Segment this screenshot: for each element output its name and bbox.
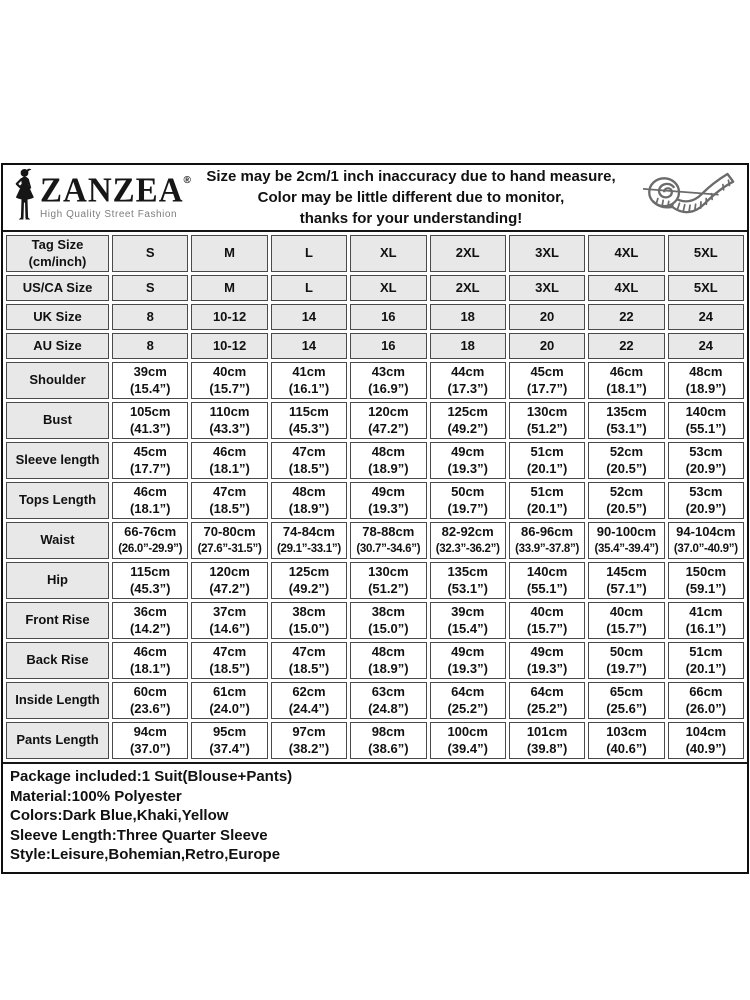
brand-text-block: [40, 172, 191, 220]
table-row: [6, 482, 744, 519]
size-chart-panel: [1, 163, 749, 874]
size-cell: 45cm (17.7”): [112, 442, 188, 479]
column-header-cell: 2XL: [430, 235, 506, 272]
size-cell: 115cm (45.3”): [271, 402, 347, 439]
size-cell: 46cm (18.1”): [588, 362, 664, 399]
size-cell: 24: [668, 333, 744, 359]
size-cell: 47cm (18.5”): [191, 642, 267, 679]
size-cell: 47cm (18.5”): [271, 642, 347, 679]
table-row: [6, 275, 744, 301]
size-cell: 94-104cm (37.0”-40.9”): [668, 522, 744, 559]
size-cell: 90-100cm (35.4”-39.4”): [588, 522, 664, 559]
table-row: [6, 642, 744, 679]
column-header-cell: M: [191, 235, 267, 272]
size-cell: 66-76cm (26.0”-29.9”): [112, 522, 188, 559]
note-line: Style:Leisure,Bohemian,Retro,Europe: [10, 846, 281, 863]
size-cell: 97cm (38.2”): [271, 722, 347, 759]
size-cell: 37cm (14.6”): [191, 602, 267, 639]
panel-header: [3, 165, 747, 232]
size-cell: 61cm (24.0”): [191, 682, 267, 719]
size-cell: 53cm (20.9”): [668, 482, 744, 519]
column-header-cell: 4XL: [588, 235, 664, 272]
size-cell: 130cm (51.2”): [509, 402, 585, 439]
size-cell: 45cm (17.7”): [509, 362, 585, 399]
size-cell: 104cm (40.9”): [668, 722, 744, 759]
product-notes: [3, 762, 747, 872]
size-cell: 135cm (53.1”): [430, 562, 506, 599]
size-cell: S: [112, 275, 188, 301]
size-cell: 64cm (25.2”): [509, 682, 585, 719]
size-cell: 8: [112, 304, 188, 330]
note-line: Material:100% Polyester: [10, 787, 182, 805]
size-cell: 103cm (40.6”): [588, 722, 664, 759]
column-header-cell: XL: [350, 235, 426, 272]
row-label-cell: UK Size: [6, 304, 109, 330]
size-cell: 53cm (20.9”): [668, 442, 744, 479]
size-cell: 51cm (20.1”): [509, 482, 585, 519]
row-label-cell: Shoulder: [6, 362, 109, 399]
table-row: [6, 304, 744, 330]
size-cell: 135cm (53.1”): [588, 402, 664, 439]
size-cell: 20: [509, 333, 585, 359]
corner-label-cell: Tag Size (cm/inch): [6, 235, 109, 272]
column-header-cell: 5XL: [668, 235, 744, 272]
size-notice: [185, 166, 639, 229]
note-line: Colors:Dark Blue,Khaki,Yellow: [10, 807, 229, 824]
notice-line-2: Color may be little different due to monitor,: [257, 189, 565, 206]
size-cell: 36cm (14.2”): [112, 602, 188, 639]
size-cell: 16: [350, 304, 426, 330]
size-cell: 22: [588, 333, 664, 359]
row-label-cell: AU Size: [6, 333, 109, 359]
size-cell: 22: [588, 304, 664, 330]
size-cell: 2XL: [430, 275, 506, 301]
size-cell: 86-96cm (33.9”-37.8”): [509, 522, 585, 559]
row-label-cell: Bust: [6, 402, 109, 439]
row-label-cell: Tops Length: [6, 482, 109, 519]
size-cell: 65cm (25.6”): [588, 682, 664, 719]
column-header-cell: 3XL: [509, 235, 585, 272]
size-cell: 63cm (24.8”): [350, 682, 426, 719]
size-cell: 18: [430, 304, 506, 330]
size-cell: 16: [350, 333, 426, 359]
size-cell: 145cm (57.1”): [588, 562, 664, 599]
size-cell: 101cm (39.8”): [509, 722, 585, 759]
note-line: Package included:1 Suit(Blouse+Pants): [10, 768, 293, 785]
size-cell: 94cm (37.0”): [112, 722, 188, 759]
woman-silhouette-icon: [11, 167, 38, 228]
size-cell: 70-80cm (27.6”-31.5”): [191, 522, 267, 559]
size-cell: 41cm (16.1”): [668, 602, 744, 639]
size-cell: 115cm (45.3”): [112, 562, 188, 599]
size-cell: 105cm (41.3”): [112, 402, 188, 439]
size-cell: 5XL: [668, 275, 744, 301]
registered-mark: ®: [183, 175, 191, 186]
table-row: [6, 362, 744, 399]
size-cell: 74-84cm (29.1”-33.1”): [271, 522, 347, 559]
table-row: [6, 722, 744, 759]
row-label-cell: Waist: [6, 522, 109, 559]
brand-tagline: High Quality Street Fashion: [40, 209, 178, 220]
size-cell: 44cm (17.3”): [430, 362, 506, 399]
row-label-cell: US/CA Size: [6, 275, 109, 301]
size-cell: 48cm (18.9”): [668, 362, 744, 399]
row-label-cell: Hip: [6, 562, 109, 599]
row-label-cell: Back Rise: [6, 642, 109, 679]
size-cell: 125cm (49.2”): [430, 402, 506, 439]
row-label-cell: Sleeve length: [6, 442, 109, 479]
table-row: [6, 682, 744, 719]
size-cell: 100cm (39.4”): [430, 722, 506, 759]
size-cell: 60cm (23.6”): [112, 682, 188, 719]
size-cell: 64cm (25.2”): [430, 682, 506, 719]
size-cell: 40cm (15.7”): [588, 602, 664, 639]
size-cell: 48cm (18.9”): [350, 442, 426, 479]
table-row: [6, 442, 744, 479]
size-cell: 120cm (47.2”): [350, 402, 426, 439]
table-row: [6, 402, 744, 439]
size-cell: 49cm (19.3”): [350, 482, 426, 519]
table-row: [6, 602, 744, 639]
size-cell: 52cm (20.5”): [588, 482, 664, 519]
size-cell: 95cm (37.4”): [191, 722, 267, 759]
size-cell: 20: [509, 304, 585, 330]
size-cell: 3XL: [509, 275, 585, 301]
size-cell: 50cm (19.7”): [430, 482, 506, 519]
size-cell: 98cm (38.6”): [350, 722, 426, 759]
row-label-cell: Pants Length: [6, 722, 109, 759]
size-cell: 39cm (15.4”): [430, 602, 506, 639]
size-cell: 51cm (20.1”): [509, 442, 585, 479]
measuring-tape-icon: [639, 172, 743, 224]
size-cell: 51cm (20.1”): [668, 642, 744, 679]
table-row: [6, 522, 744, 559]
column-header-cell: S: [112, 235, 188, 272]
size-cell: 4XL: [588, 275, 664, 301]
size-cell: 150cm (59.1”): [668, 562, 744, 599]
size-cell: 10-12: [191, 333, 267, 359]
size-cell: 46cm (18.1”): [112, 642, 188, 679]
size-table: [3, 232, 747, 762]
size-cell: 140cm (55.1”): [668, 402, 744, 439]
size-cell: 130cm (51.2”): [350, 562, 426, 599]
size-cell: 50cm (19.7”): [588, 642, 664, 679]
notice-line-3: thanks for your understanding!: [299, 210, 523, 227]
size-cell: 47cm (18.5”): [191, 482, 267, 519]
table-row: [6, 562, 744, 599]
size-cell: 49cm (19.3”): [430, 442, 506, 479]
column-header-cell: L: [271, 235, 347, 272]
size-cell: 125cm (49.2”): [271, 562, 347, 599]
size-cell: 78-88cm (30.7”-34.6”): [350, 522, 426, 559]
size-cell: 41cm (16.1”): [271, 362, 347, 399]
size-cell: 48cm (18.9”): [350, 642, 426, 679]
table-row: [6, 333, 744, 359]
size-cell: 40cm (15.7”): [509, 602, 585, 639]
size-cell: M: [191, 275, 267, 301]
notice-line-1: Size may be 2cm/1 inch inaccuracy due to hand measure,: [206, 168, 616, 185]
size-cell: 46cm (18.1”): [112, 482, 188, 519]
size-cell: 52cm (20.5”): [588, 442, 664, 479]
size-cell: 14: [271, 333, 347, 359]
size-cell: 49cm (19.3”): [509, 642, 585, 679]
size-cell: 46cm (18.1”): [191, 442, 267, 479]
brand-name: ZANZEA: [40, 172, 184, 210]
size-cell: 140cm (55.1”): [509, 562, 585, 599]
size-cell: 10-12: [191, 304, 267, 330]
size-cell: 24: [668, 304, 744, 330]
size-cell: 40cm (15.7”): [191, 362, 267, 399]
size-cell: 43cm (16.9”): [350, 362, 426, 399]
size-cell: 14: [271, 304, 347, 330]
size-cell: 38cm (15.0”): [350, 602, 426, 639]
brand-logo: [7, 167, 191, 228]
size-cell: 47cm (18.5”): [271, 442, 347, 479]
size-cell: 82-92cm (32.3”-36.2”): [430, 522, 506, 559]
size-cell: 39cm (15.4”): [112, 362, 188, 399]
size-cell: 110cm (43.3”): [191, 402, 267, 439]
size-cell: 66cm (26.0”): [668, 682, 744, 719]
note-line: Sleeve Length:Three Quarter Sleeve: [10, 826, 268, 844]
size-cell: XL: [350, 275, 426, 301]
size-cell: 38cm (15.0”): [271, 602, 347, 639]
row-label-cell: Front Rise: [6, 602, 109, 639]
size-cell: 18: [430, 333, 506, 359]
size-cell: 8: [112, 333, 188, 359]
size-cell: 62cm (24.4”): [271, 682, 347, 719]
row-label-cell: Inside Length: [6, 682, 109, 719]
size-cell: 49cm (19.3”): [430, 642, 506, 679]
size-cell: 120cm (47.2”): [191, 562, 267, 599]
size-cell: L: [271, 275, 347, 301]
size-cell: 48cm (18.9”): [271, 482, 347, 519]
